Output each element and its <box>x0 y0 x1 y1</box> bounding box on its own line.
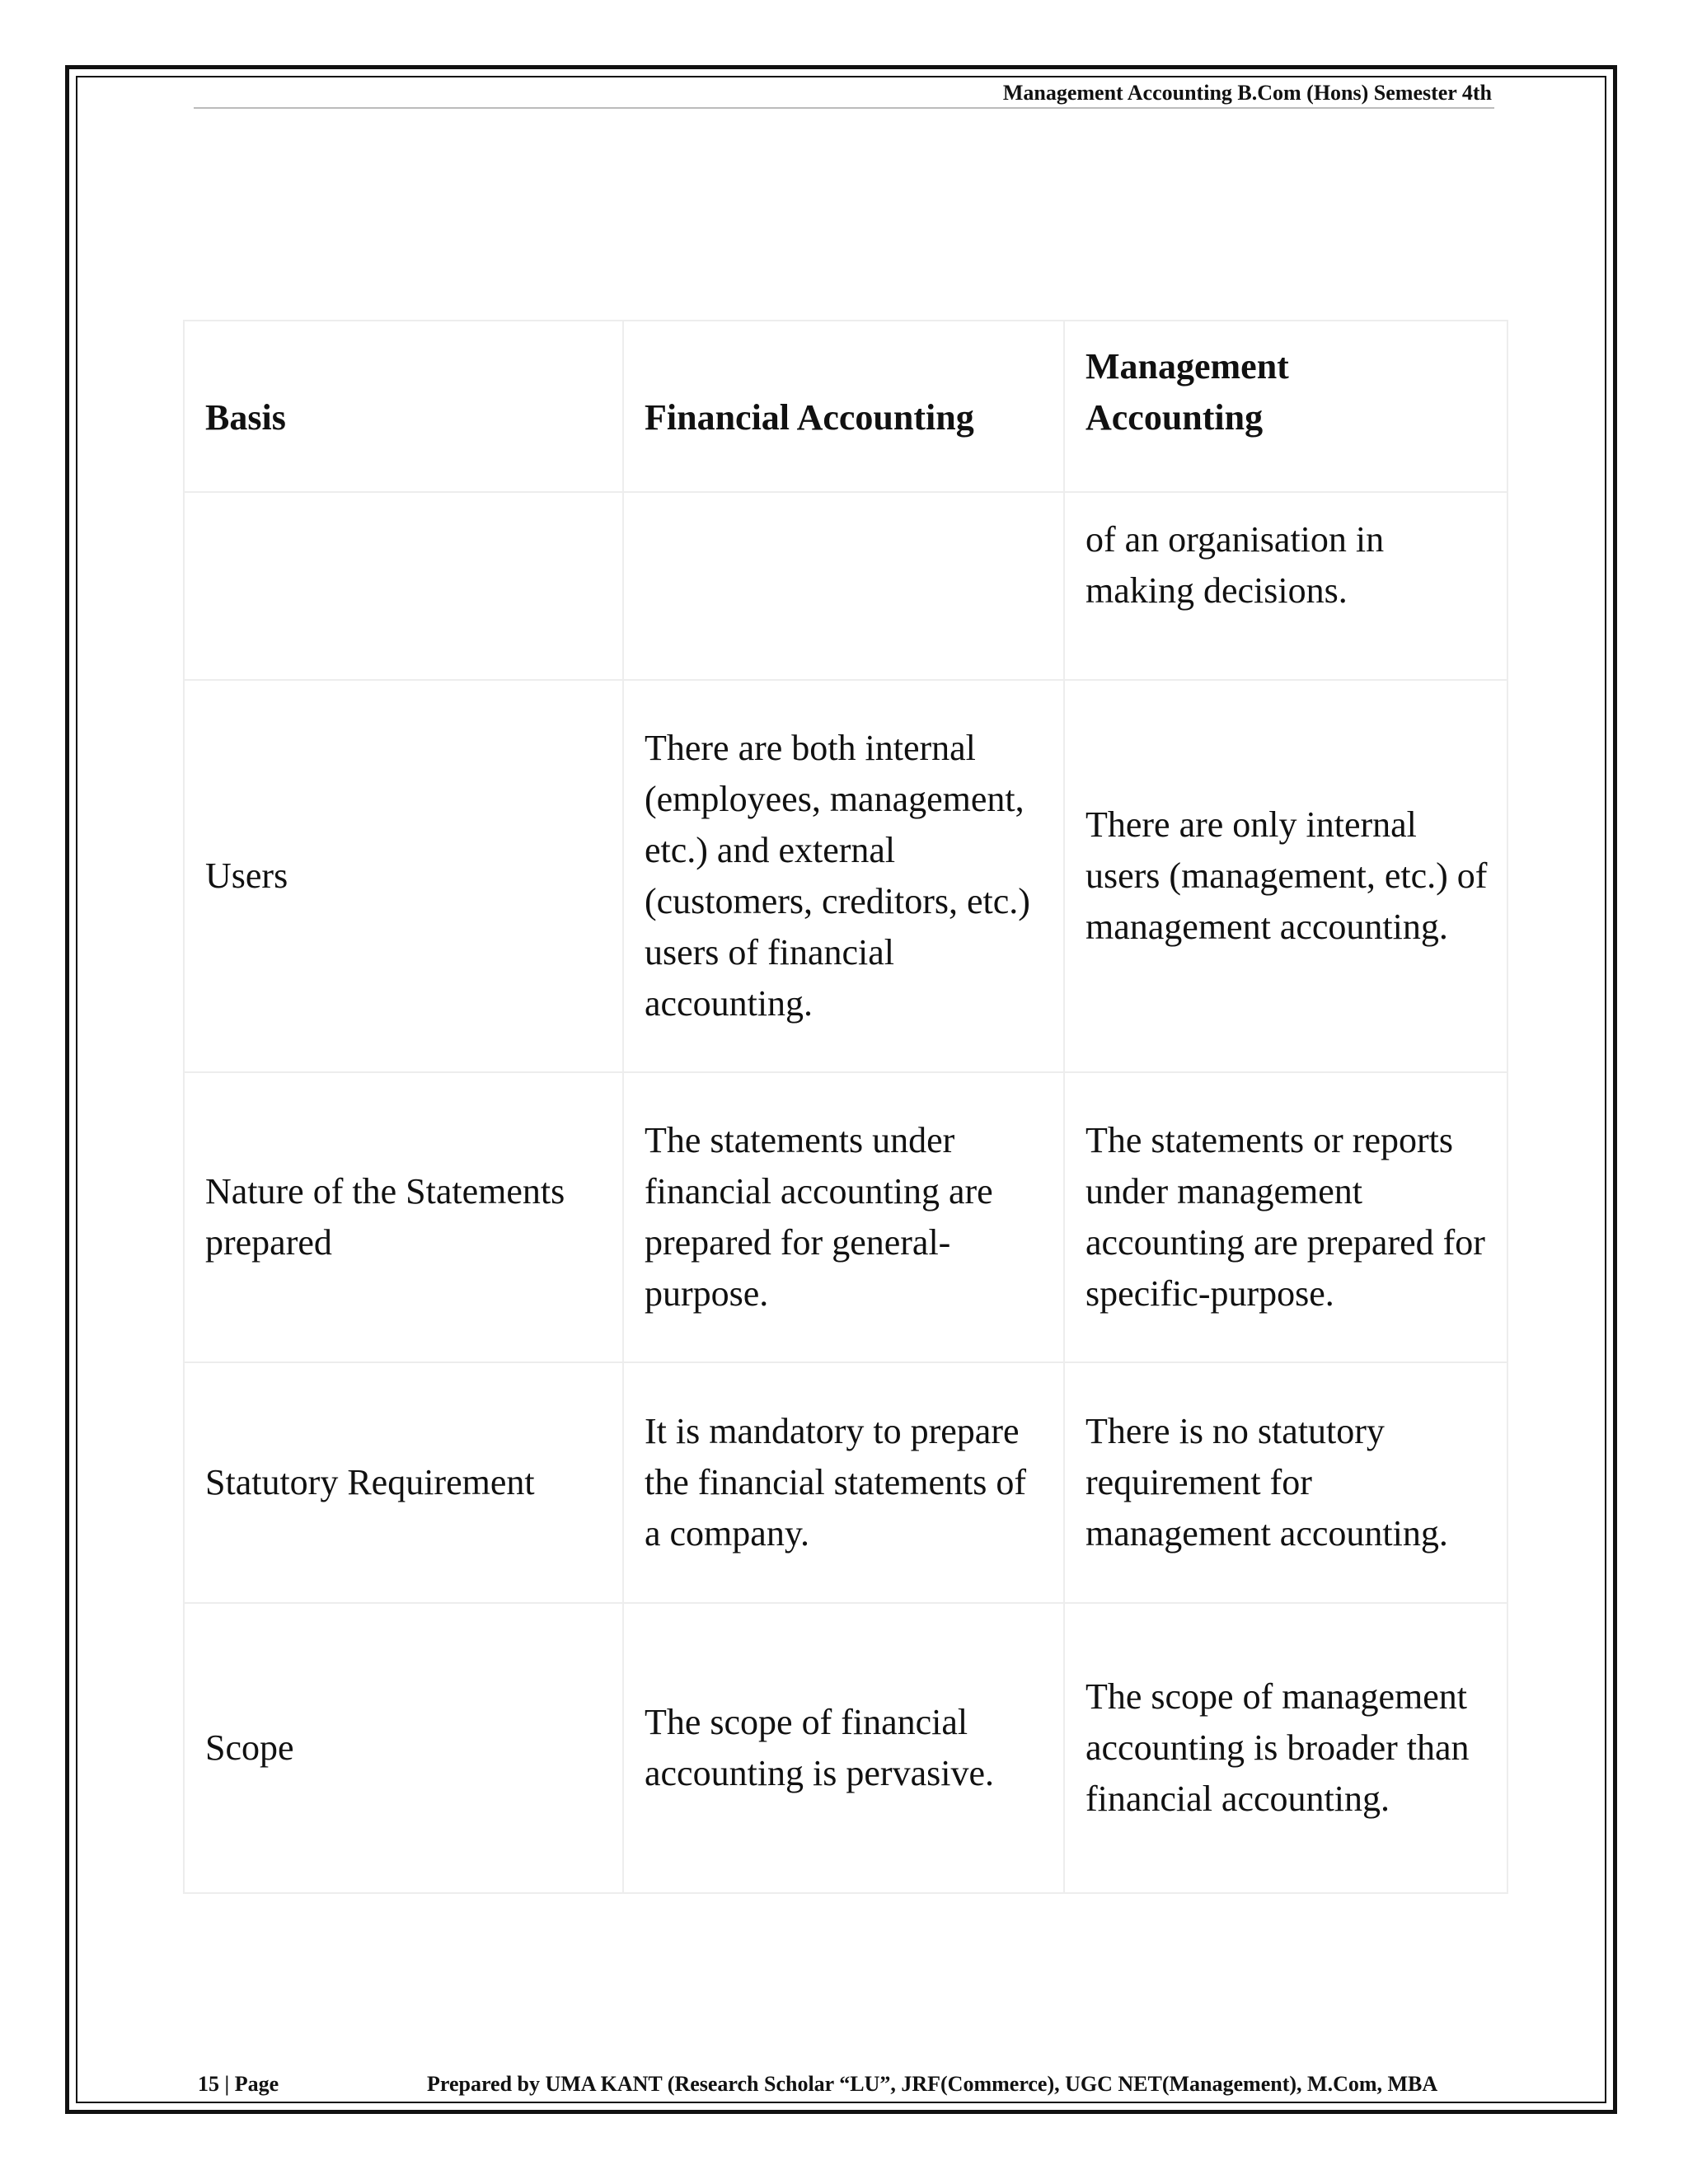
column-header-basis: Basis <box>184 321 623 492</box>
cell-management: There are only internal users (management, etc.) of management accounting. <box>1064 680 1507 1072</box>
column-header-financial: Financial Accounting <box>623 321 1064 492</box>
column-header-management: Management Accounting <box>1064 321 1507 492</box>
table-row <box>184 1072 1507 1362</box>
cell-management: of an organisation in making decisions. <box>1064 492 1507 680</box>
cell-management: There is no statutory requirement for management accounting. <box>1064 1362 1507 1603</box>
table-row <box>184 1362 1507 1603</box>
cell-financial: The statements under financial accounting are prepared for general-purpose. <box>623 1072 1064 1362</box>
page-footer <box>198 2070 1438 2098</box>
table-row <box>184 1603 1507 1893</box>
cell-basis: Scope <box>184 1603 623 1893</box>
comparison-table <box>183 320 1508 1894</box>
cell-management: The scope of management accounting is broader than financial accounting. <box>1064 1603 1507 1893</box>
cell-basis <box>184 492 623 680</box>
cell-financial: The scope of financial accounting is pervasive. <box>623 1603 1064 1893</box>
running-header-title: Management Accounting B.Com (Hons) Semester 4th <box>1002 81 1492 105</box>
cell-basis: Users <box>184 680 623 1072</box>
page-number: 15 | Page <box>198 2072 279 2096</box>
cell-financial <box>623 492 1064 680</box>
cell-financial: There are both internal (employees, management, etc.) and external (customers, creditors, etc.) users of financial accounting. <box>623 680 1064 1072</box>
cell-basis: Nature of the Statements prepared <box>184 1072 623 1362</box>
table-row <box>184 680 1507 1072</box>
table-header-row <box>184 321 1507 492</box>
running-header <box>194 79 1494 109</box>
table-row <box>184 492 1507 680</box>
cell-basis: Statutory Requirement <box>184 1362 623 1603</box>
cell-financial: It is mandatory to prepare the financial statements of a company. <box>623 1362 1064 1603</box>
cell-management: The statements or reports under management accounting are prepared for specific-purpose. <box>1064 1072 1507 1362</box>
prepared-by: Prepared by UMA KANT (Research Scholar “LU”, JRF(Commerce), UGC NET(Management), M.Com, MBA <box>427 2072 1438 2096</box>
